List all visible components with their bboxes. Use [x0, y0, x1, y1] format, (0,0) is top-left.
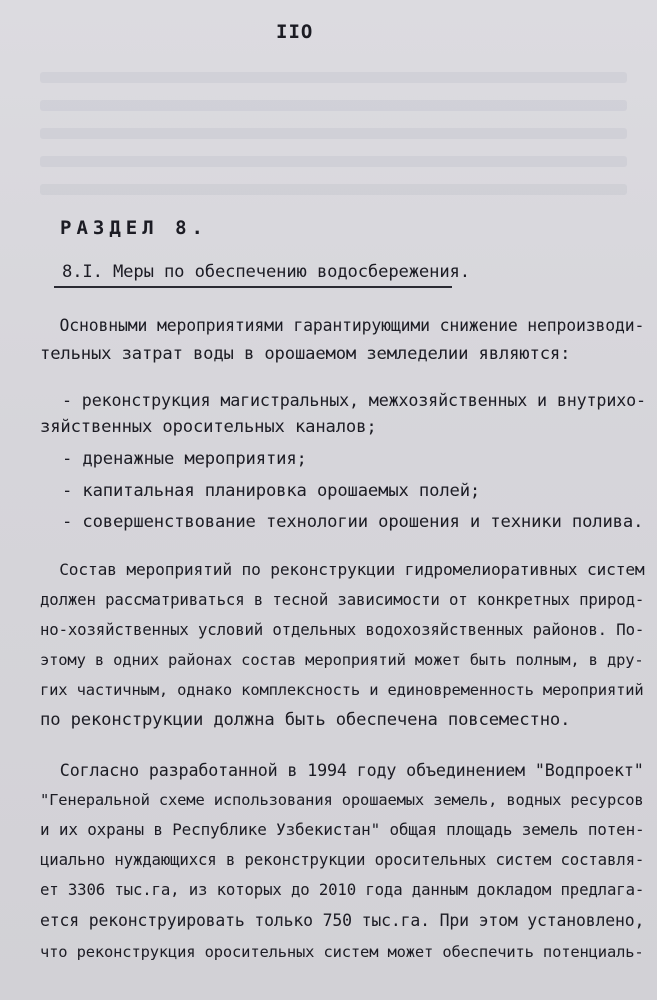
text-line: что реконструкция оросительных систем может обеспечить потенциаль-: [40, 943, 644, 961]
text-line: Состав мероприятий по реконструкции гидромелиоративных систем: [40, 560, 645, 579]
text-line: и их охраны в Республике Узбекистан" общая площадь земель потен-: [40, 820, 645, 839]
bleed-through-text: [40, 184, 627, 195]
subsection-underline: [54, 286, 452, 288]
bleed-through-text: [40, 128, 627, 139]
text-line: Основными мероприятиями гарантирующими снижение непроизводи-: [40, 316, 645, 335]
page-number: IIO: [276, 21, 314, 43]
text-line: должен рассматриваться в тесной зависимости от конкретных природ-: [40, 590, 645, 609]
list-item: - капитальная планировка орошаемых полей;: [62, 481, 481, 501]
text-line: но-хозяйственных условий отдельных водохозяйственных районов. По-: [40, 620, 645, 639]
text-line: циально нуждающихся в реконструкции оросительных систем составля-: [40, 850, 645, 869]
text-line: "Генеральной схеме использования орошаемых земель, водных ресурсов: [40, 791, 644, 809]
list-item: - реконструкция магистральных, межхозяйственных и внутрихо-: [62, 390, 646, 410]
list-item: - дренажные мероприятия;: [62, 449, 307, 469]
text-line: ет 3306 тыс.га, из которых до 2010 года данным докладом предлага-: [40, 880, 645, 899]
subsection-heading: 8.I. Меры по обеспечению водосбережения.: [62, 262, 470, 282]
text-line: гих частичным, однако комплексность и единовременность мероприятий: [40, 681, 644, 699]
list-item: - совершенствование технологии орошения и техники полива.: [62, 512, 644, 532]
text-line: тельных затрат воды в орошаемом земледелии являются:: [40, 344, 571, 364]
text-line: Согласно разработанной в 1994 году объединением "Водпроект": [40, 760, 644, 780]
section-heading: РАЗДЕЛ 8.: [60, 217, 208, 239]
bleed-through-text: [40, 156, 627, 167]
bleed-through-text: [40, 100, 627, 111]
text-line: ется реконструировать только 750 тыс.га. При этом установлено,: [40, 911, 645, 930]
text-line: по реконструкции должна быть обеспечена повсеместно.: [40, 710, 571, 730]
text-line: зяйственных оросительных каналов;: [40, 417, 377, 437]
text-line: этому в одних районах состав мероприятий может быть полным, в дру-: [40, 651, 644, 669]
bleed-through-text: [40, 72, 627, 83]
